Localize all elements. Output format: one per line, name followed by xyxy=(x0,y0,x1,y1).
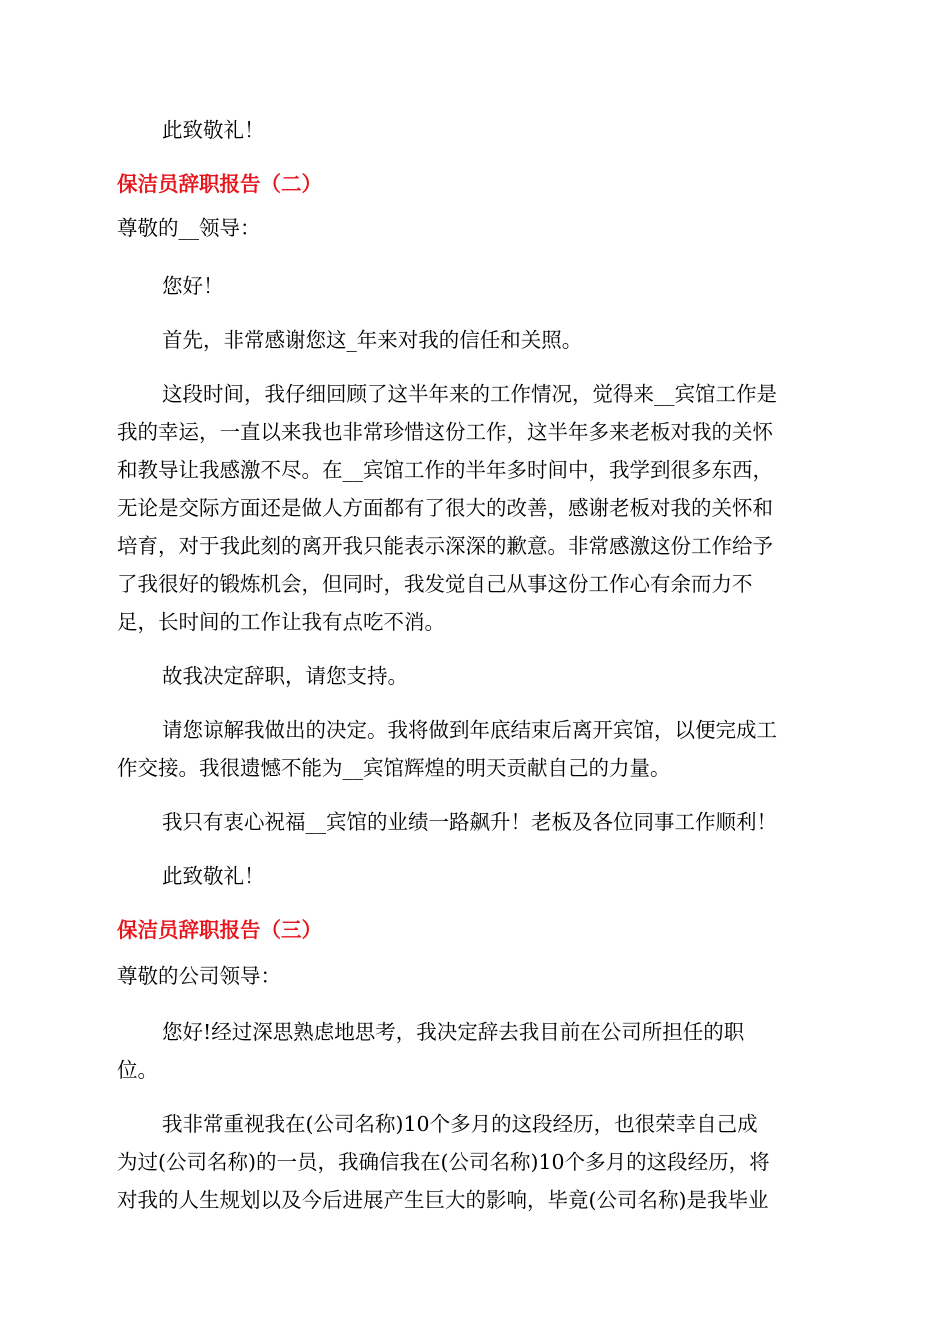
paragraph-line: 了我很好的锻炼机会，但同时，我发觉自己从事这份工作心有余而力不 xyxy=(117,572,753,596)
paragraph-line: 和教导让我感激不尽。在__宾馆工作的半年多时间中，我学到很多东西， xyxy=(117,458,773,482)
paragraph-line: 我的幸运，一直以来我也非常珍惜这份工作，这半年多来老板对我的关怀 xyxy=(117,420,773,444)
section-heading-2: 保洁员辞职报告（二） xyxy=(117,172,322,196)
paragraph-line: 请您谅解我做出的决定。我将做到年底结束后离开宾馆，以便完成工 xyxy=(162,718,777,742)
paragraph-line: 我非常重视我在(公司名称)10个多月的这段经历，也很荣幸自己成 xyxy=(162,1112,758,1136)
closing-salutation: 此致敬礼！ xyxy=(162,864,265,888)
paragraph-line: 我只有衷心祝福__宾馆的业绩一路飙升！老板及各位同事工作顺利！ xyxy=(162,810,777,834)
letter-addressee: 尊敬的公司领导： xyxy=(117,964,281,988)
paragraph-line: 这段时间，我仔细回顾了这半年来的工作情况，觉得来__宾馆工作是 xyxy=(162,382,777,406)
paragraph-line: 对我的人生规划以及今后进展产生巨大的影响，毕竟(公司名称)是我毕业 xyxy=(117,1188,769,1212)
paragraph-line: 为过(公司名称)的一员，我确信我在(公司名称)10个多月的这段经历，将 xyxy=(117,1150,770,1174)
paragraph-line: 位。 xyxy=(117,1058,158,1082)
paragraph-line: 培育，对于我此刻的离开我只能表示深深的歉意。非常感激这份工作给予 xyxy=(117,534,773,558)
paragraph-line: 作交接。我很遗憾不能为__宾馆辉煌的明天贡献自己的力量。 xyxy=(117,756,671,780)
paragraph-line: 您好!经过深思熟虑地思考，我决定辞去我目前在公司所担任的职 xyxy=(162,1020,745,1044)
paragraph-line: 足，长时间的工作让我有点吃不消。 xyxy=(117,610,445,634)
paragraph-line: 故我决定辞职，请您支持。 xyxy=(162,664,408,688)
greeting: 您好！ xyxy=(162,274,224,298)
closing-salutation: 此致敬礼！ xyxy=(162,118,265,142)
section-heading-3: 保洁员辞职报告（三） xyxy=(117,918,322,942)
paragraph-line: 无论是交际方面还是做人方面都有了很大的改善，感谢老板对我的关怀和 xyxy=(117,496,773,520)
paragraph-line: 首先，非常感谢您这_年来对我的信任和关照。 xyxy=(162,328,583,352)
letter-addressee: 尊敬的__领导： xyxy=(117,216,261,240)
